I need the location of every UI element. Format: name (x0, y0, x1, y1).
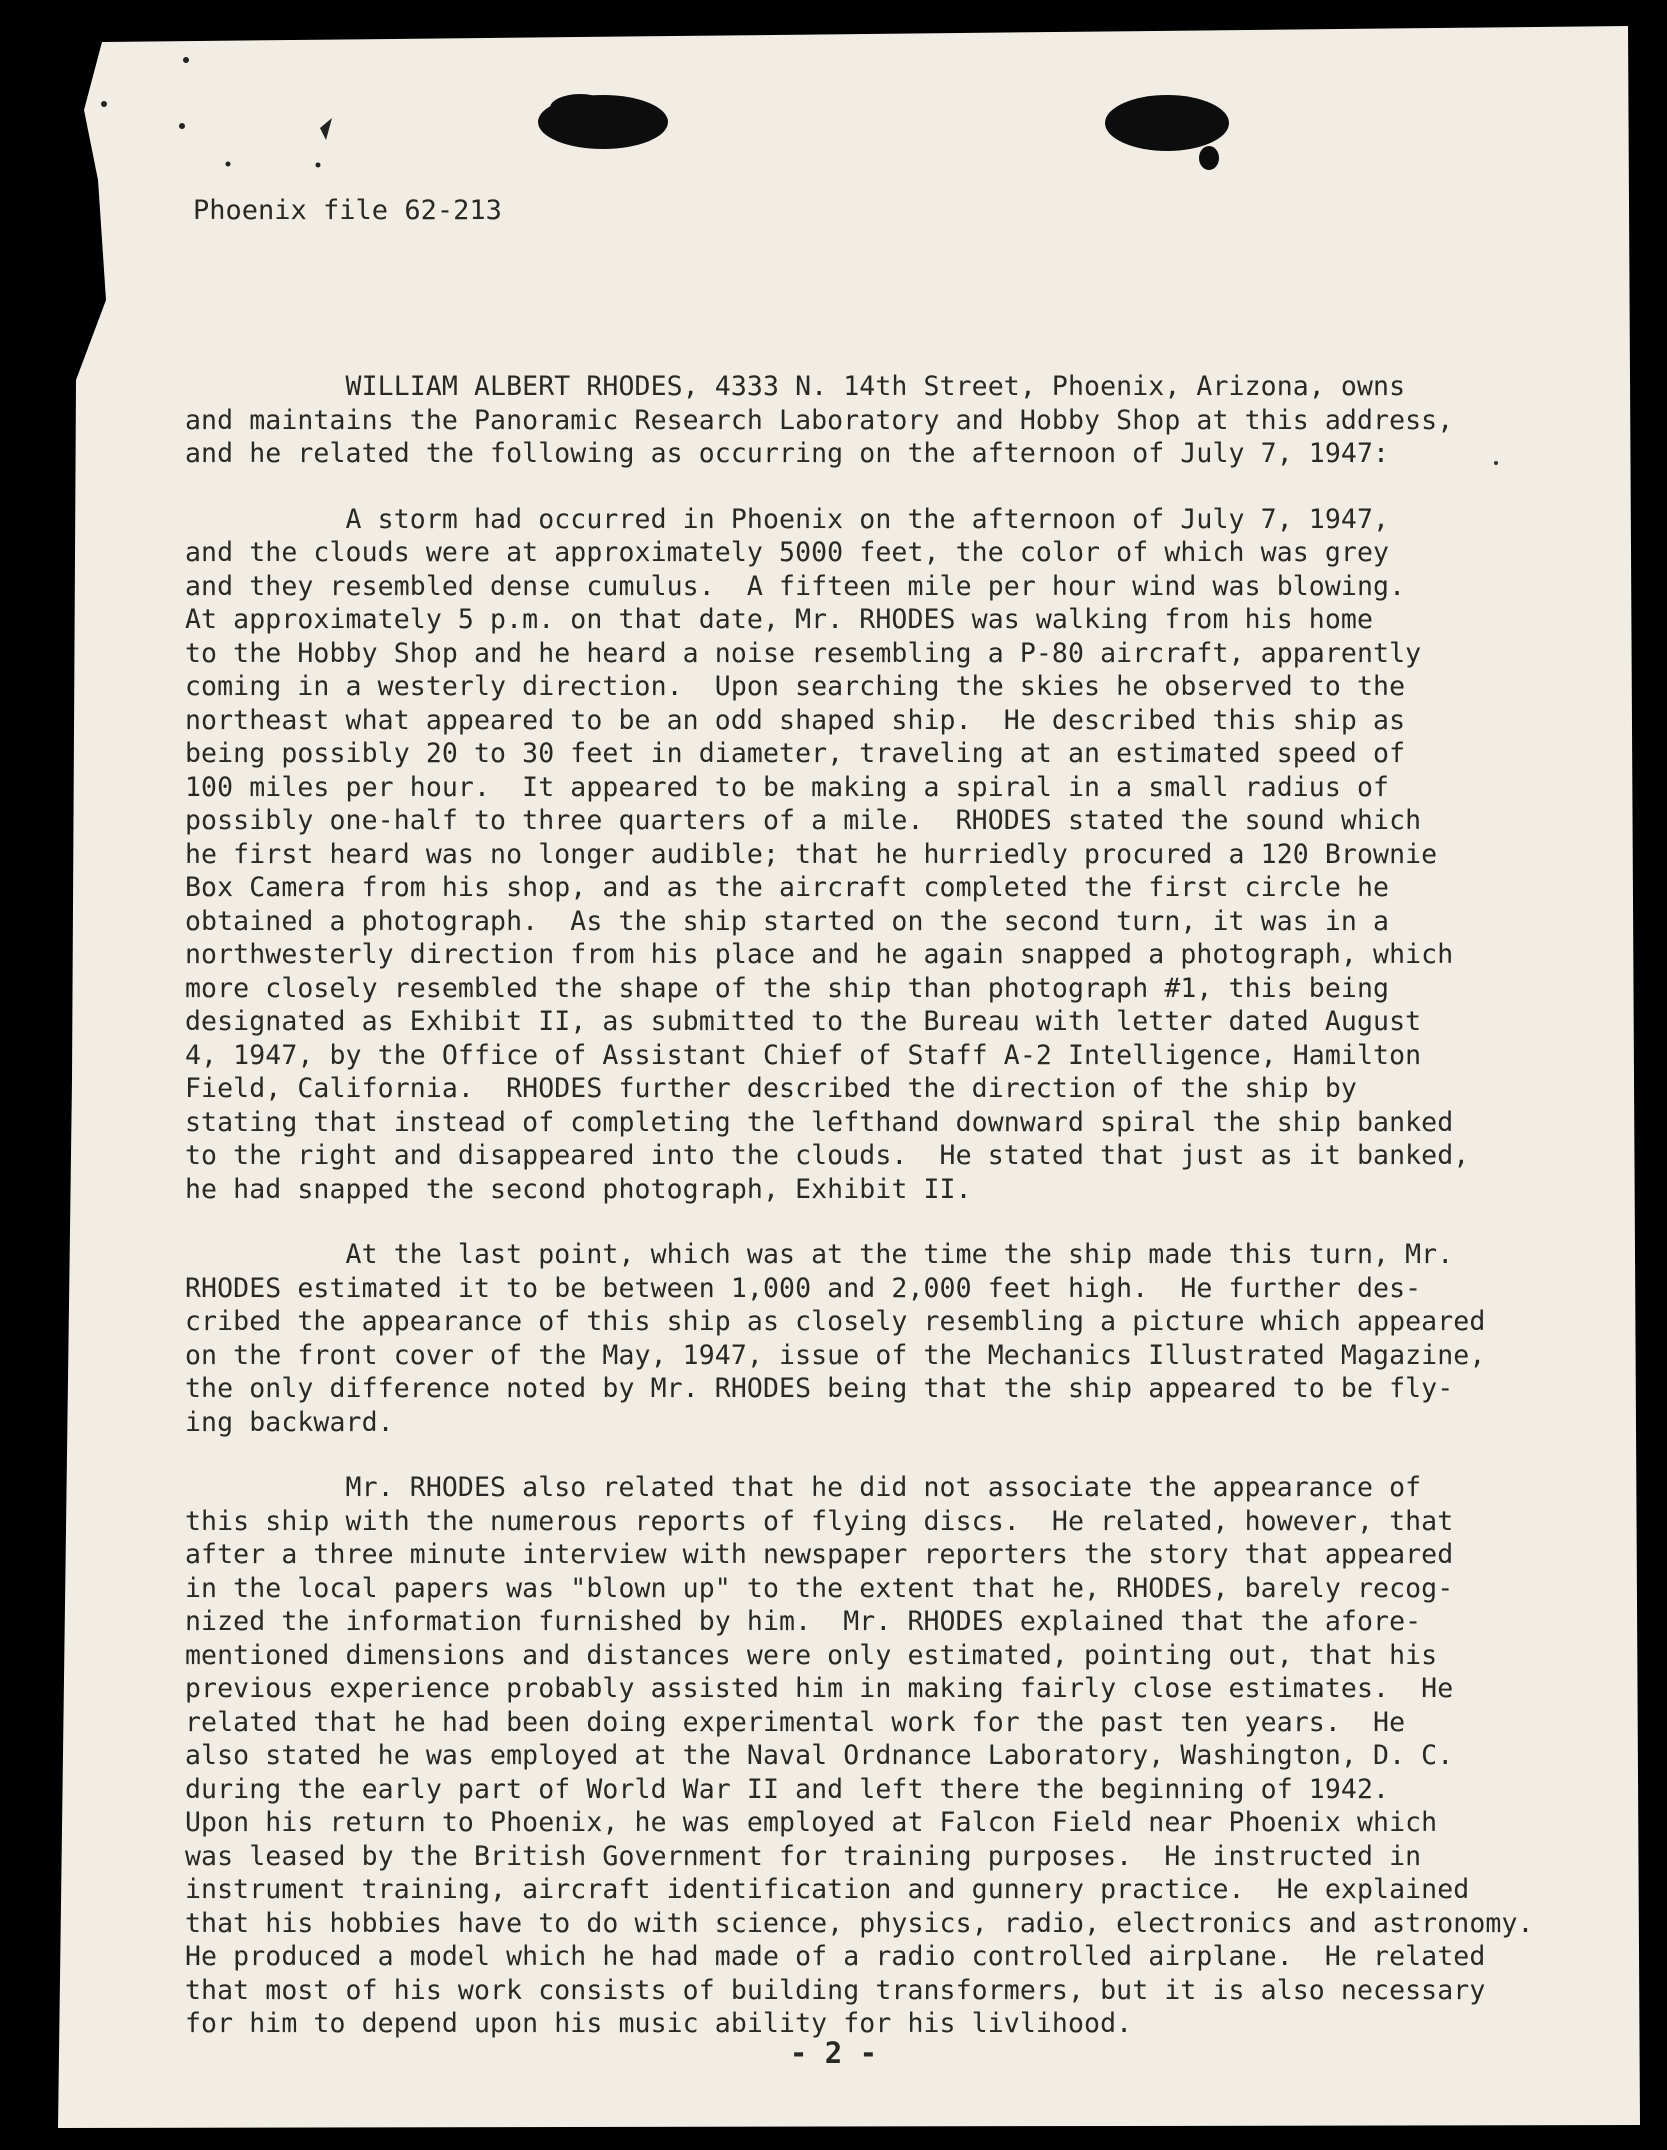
text-line: mentioned dimensions and distances were only estimated, pointing out, that his (185, 1639, 1438, 1671)
text-line: previous experience probably assisted him in making fairly close estimates. He (185, 1673, 1454, 1704)
text-line: the only difference noted by Mr. RHODES being that the ship appeared to be fly- (185, 1373, 1454, 1404)
text-line: after a three minute interview with newspaper reporters the story that appeared (185, 1539, 1454, 1570)
text-line: and maintains the Panoramic Research Laboratory and Hobby Shop at this address, (185, 404, 1454, 436)
text-line: being possibly 20 to 30 feet in diameter, traveling at an estimated speed of (185, 738, 1406, 769)
text-line: for him to depend upon his music ability for his livlihood. (185, 2008, 1133, 2039)
text-line: to the right and disappeared into the clouds. He stated that just as it banked, (185, 1140, 1470, 1171)
text-line: in the local papers was "blown up" to the extent that he, RHODES, barely recog- (185, 1572, 1454, 1604)
text-line: At approximately 5 p.m. on that date, Mr. RHODES was walking from his home (185, 604, 1374, 635)
paragraph (185, 1238, 1605, 1439)
file-reference: Phoenix file 62-213 (193, 195, 502, 226)
text-line: RHODES estimated it to be between 1,000 and 2,000 feet high. He further des- (185, 1272, 1422, 1304)
text-line: WILLIAM ALBERT RHODES, 4333 N. 14th Street, Phoenix, Arizona, owns (185, 371, 1406, 402)
text-line: more closely resembled the shape of the ship than photograph #1, this being (185, 972, 1390, 1004)
page-number: - 2 - (789, 2036, 878, 2070)
text-line: related that he had been doing experimental work for the past ten years. He (185, 1706, 1406, 1738)
text-line: instrument training, aircraft identification and gunnery practice. He explained (185, 1874, 1470, 1905)
text-line: cribed the appearance of this ship as closely resembling a picture which appeared (185, 1306, 1486, 1337)
text-line: coming in a westerly direction. Upon searching the skies he observed to the (185, 671, 1406, 702)
text-line: Upon his return to Phoenix, he was employed at Falcon Field near Phoenix which (185, 1807, 1438, 1838)
text-line: Box Camera from his shop, and as the aircraft completed the first circle he (185, 872, 1390, 903)
paragraph (185, 1471, 1605, 2041)
text-line: He produced a model which he had made of a radio controlled airplane. He related (185, 1941, 1486, 1972)
paragraph (185, 370, 1605, 471)
text-line: designated as Exhibit II, as submitted to the Bureau with letter dated August (185, 1006, 1422, 1037)
paragraph (185, 503, 1605, 1207)
text-line: was leased by the British Government for training purposes. He instructed in (185, 1840, 1422, 1872)
text-line: that most of his work consists of building transformers, but it is also necessary (185, 1974, 1486, 2006)
text-line: Field, California. RHODES further described the direction of the ship by (185, 1073, 1357, 1104)
text-line: that his hobbies have to do with science, physics, radio, electronics and astronomy. (185, 1907, 1534, 1939)
text-line: 100 miles per hour. It appeared to be making a spiral in a small radius of (185, 771, 1390, 803)
text-line: 4, 1947, by the Office of Assistant Chief of Staff A-2 Intelligence, Hamilton (185, 1039, 1422, 1071)
text-line: Mr. RHODES also related that he did not associate the appearance of (185, 1472, 1422, 1503)
text-line: northwesterly direction from his place and he again snapped a photograph, which (185, 939, 1454, 970)
text-line: he had snapped the second photograph, Exhibit II. (185, 1173, 972, 1205)
text-line: At the last point, which was at the time the ship made this turn, Mr. (185, 1239, 1454, 1270)
text-line: also stated he was employed at the Naval Ordnance Laboratory, Washington, D. C. (185, 1740, 1454, 1771)
text-line: stating that instead of completing the lefthand downward spiral the ship banked (185, 1106, 1454, 1138)
text-line: northeast what appeared to be an odd shaped ship. He described this ship as (185, 704, 1406, 736)
text-line: during the early part of World War II and left there the beginning of 1942. (185, 1773, 1390, 1805)
text-line: and they resembled dense cumulus. A fifteen mile per hour wind was blowing. (185, 570, 1406, 602)
text-line: on the front cover of the May, 1947, issue of the Mechanics Illustrated Magazine, (185, 1339, 1486, 1371)
text-line: and the clouds were at approximately 5000 feet, the color of which was grey (185, 537, 1390, 568)
text-line: to the Hobby Shop and he heard a noise resembling a P-80 aircraft, apparently (185, 637, 1422, 669)
text-line: obtained a photograph. As the ship started on the second turn, it was in a (185, 905, 1390, 937)
text-line: ing backward. (185, 1406, 394, 1438)
text-line: nized the information furnished by him. Mr. RHODES explained that the afore- (185, 1606, 1422, 1637)
document-body (185, 370, 1605, 2073)
text-line: this ship with the numerous reports of flying discs. He related, however, that (185, 1505, 1454, 1537)
text-line: possibly one-half to three quarters of a mile. RHODES stated the sound which (185, 805, 1422, 836)
text-line: and he related the following as occurring on the afternoon of July 7, 1947: (185, 438, 1390, 469)
text-line: A storm had occurred in Phoenix on the afternoon of July 7, 1947, (185, 503, 1390, 535)
text-line: he first heard was no longer audible; that he hurriedly procured a 120 Brownie (185, 838, 1438, 870)
